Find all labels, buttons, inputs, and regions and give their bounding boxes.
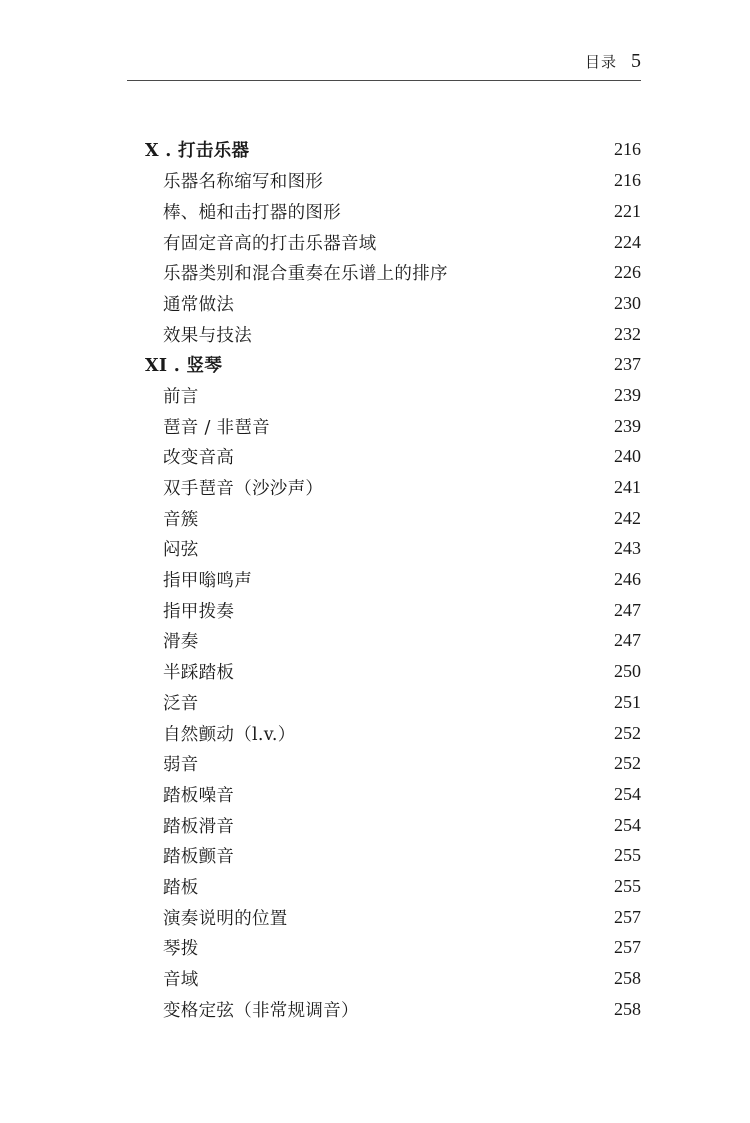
toc-item — [145, 963, 641, 994]
toc-item-label: 弱音 — [163, 755, 199, 776]
toc-item — [145, 718, 641, 749]
toc-item-label: 音簇 — [163, 509, 199, 530]
toc-item-label: 闷弦 — [163, 540, 199, 561]
toc-page-number: 258 — [614, 968, 641, 988]
toc-page-number: 247 — [614, 599, 641, 620]
toc-item-label: 踏板颤音 — [163, 847, 235, 868]
toc-item-label: 变格定弦（非常规调音） — [163, 1000, 359, 1021]
toc-item-label: 音域 — [163, 970, 199, 990]
running-header-title: 目录 — [584, 53, 617, 71]
toc-page-number: 247 — [614, 630, 641, 651]
toc-page-number: 258 — [614, 998, 641, 1019]
toc-item-label: 效果与技法 — [163, 325, 252, 346]
toc-item-label: 前言 — [163, 386, 199, 407]
toc-item-label: 踏板滑音 — [163, 816, 235, 837]
toc-item-label: 半踩踏板 — [163, 663, 235, 684]
toc-item-label: 双手琶音（沙沙声） — [163, 479, 324, 499]
toc-page-number: 241 — [614, 477, 641, 497]
toc-item-label: 有固定音高的打击乐器音域 — [163, 233, 377, 254]
toc-item-label: 自然颤动（l.v.） — [163, 724, 296, 745]
toc-page-number: 254 — [614, 783, 641, 804]
toc-section-heading — [145, 349, 641, 380]
toc-item — [145, 165, 641, 196]
toc-item — [145, 564, 641, 595]
toc-page-number: 224 — [614, 231, 641, 252]
toc-item-label: 滑奏 — [163, 632, 199, 653]
toc-item — [145, 534, 641, 565]
toc-page-number: 255 — [614, 875, 641, 896]
toc-item — [145, 871, 641, 902]
toc-item-label: 泛音 — [163, 693, 199, 714]
table-of-contents — [145, 135, 641, 1025]
toc-item — [145, 748, 641, 779]
toc-item-label: 演奏说明的位置 — [163, 908, 288, 929]
toc-item — [145, 503, 641, 534]
toc-item-label: 琴拨 — [163, 939, 199, 960]
toc-item — [145, 472, 641, 503]
toc-item — [145, 257, 641, 288]
toc-section-title: X . 打击乐器 — [145, 141, 250, 162]
toc-page-number: 239 — [614, 415, 641, 436]
toc-page-number: 240 — [614, 446, 641, 467]
toc-page-number: 239 — [614, 384, 641, 405]
toc-page-number: 252 — [614, 753, 641, 774]
toc-item — [145, 380, 641, 411]
toc-item — [145, 779, 641, 810]
toc-item — [145, 595, 641, 626]
toc-item — [145, 196, 641, 227]
toc-item — [145, 626, 641, 657]
toc-item-label: 踏板噪音 — [163, 785, 235, 806]
toc-page-number: 257 — [614, 906, 641, 927]
toc-page-number: 216 — [614, 170, 641, 191]
toc-page-number: 242 — [614, 507, 641, 528]
toc-page-number: 246 — [614, 569, 641, 590]
toc-item-label: 琶音 / 非琶音 — [163, 417, 270, 438]
toc-page-number: 221 — [614, 200, 641, 221]
toc-item — [145, 411, 641, 442]
toc-item-label: 通常做法 — [163, 294, 235, 315]
toc-item — [145, 319, 641, 350]
toc-page-number: 230 — [614, 292, 641, 313]
toc-page-number: 216 — [614, 139, 641, 160]
toc-page-number: 251 — [614, 691, 641, 712]
toc-page-number: 232 — [614, 323, 641, 344]
page-number: 5 — [631, 50, 641, 72]
toc-section-heading — [145, 135, 641, 166]
toc-item-label: 指甲拨奏 — [163, 601, 235, 622]
toc-item — [145, 840, 641, 871]
header-divider — [127, 80, 641, 81]
toc-item-label: 乐器类别和混合重奏在乐谱上的排序 — [163, 264, 448, 285]
toc-item-label: 棒、槌和击打器的图形 — [163, 202, 341, 223]
toc-item — [145, 288, 641, 319]
toc-page-number: 257 — [614, 937, 641, 958]
toc-item — [145, 687, 641, 718]
running-header — [585, 50, 641, 76]
toc-item — [145, 932, 641, 963]
toc-page-number: 254 — [614, 814, 641, 835]
toc-page-number: 255 — [614, 845, 641, 866]
toc-item — [145, 656, 641, 687]
toc-item-label: 踏板 — [163, 877, 199, 898]
toc-page-number: 237 — [614, 354, 641, 375]
toc-page-number: 252 — [614, 722, 641, 743]
toc-item-label: 改变音高 — [163, 448, 235, 469]
toc-page-number: 243 — [614, 538, 641, 559]
toc-section-title: XI . 竖琴 — [145, 356, 223, 377]
toc-page-number: 226 — [614, 262, 641, 283]
toc-item-label: 乐器名称缩写和图形 — [163, 172, 324, 193]
toc-item — [145, 441, 641, 472]
toc-page-number: 250 — [614, 661, 641, 682]
toc-item — [145, 994, 641, 1025]
toc-item-label: 指甲嗡鸣声 — [163, 571, 252, 592]
toc-item — [145, 810, 641, 841]
toc-item — [145, 227, 641, 258]
toc-item — [145, 902, 641, 933]
